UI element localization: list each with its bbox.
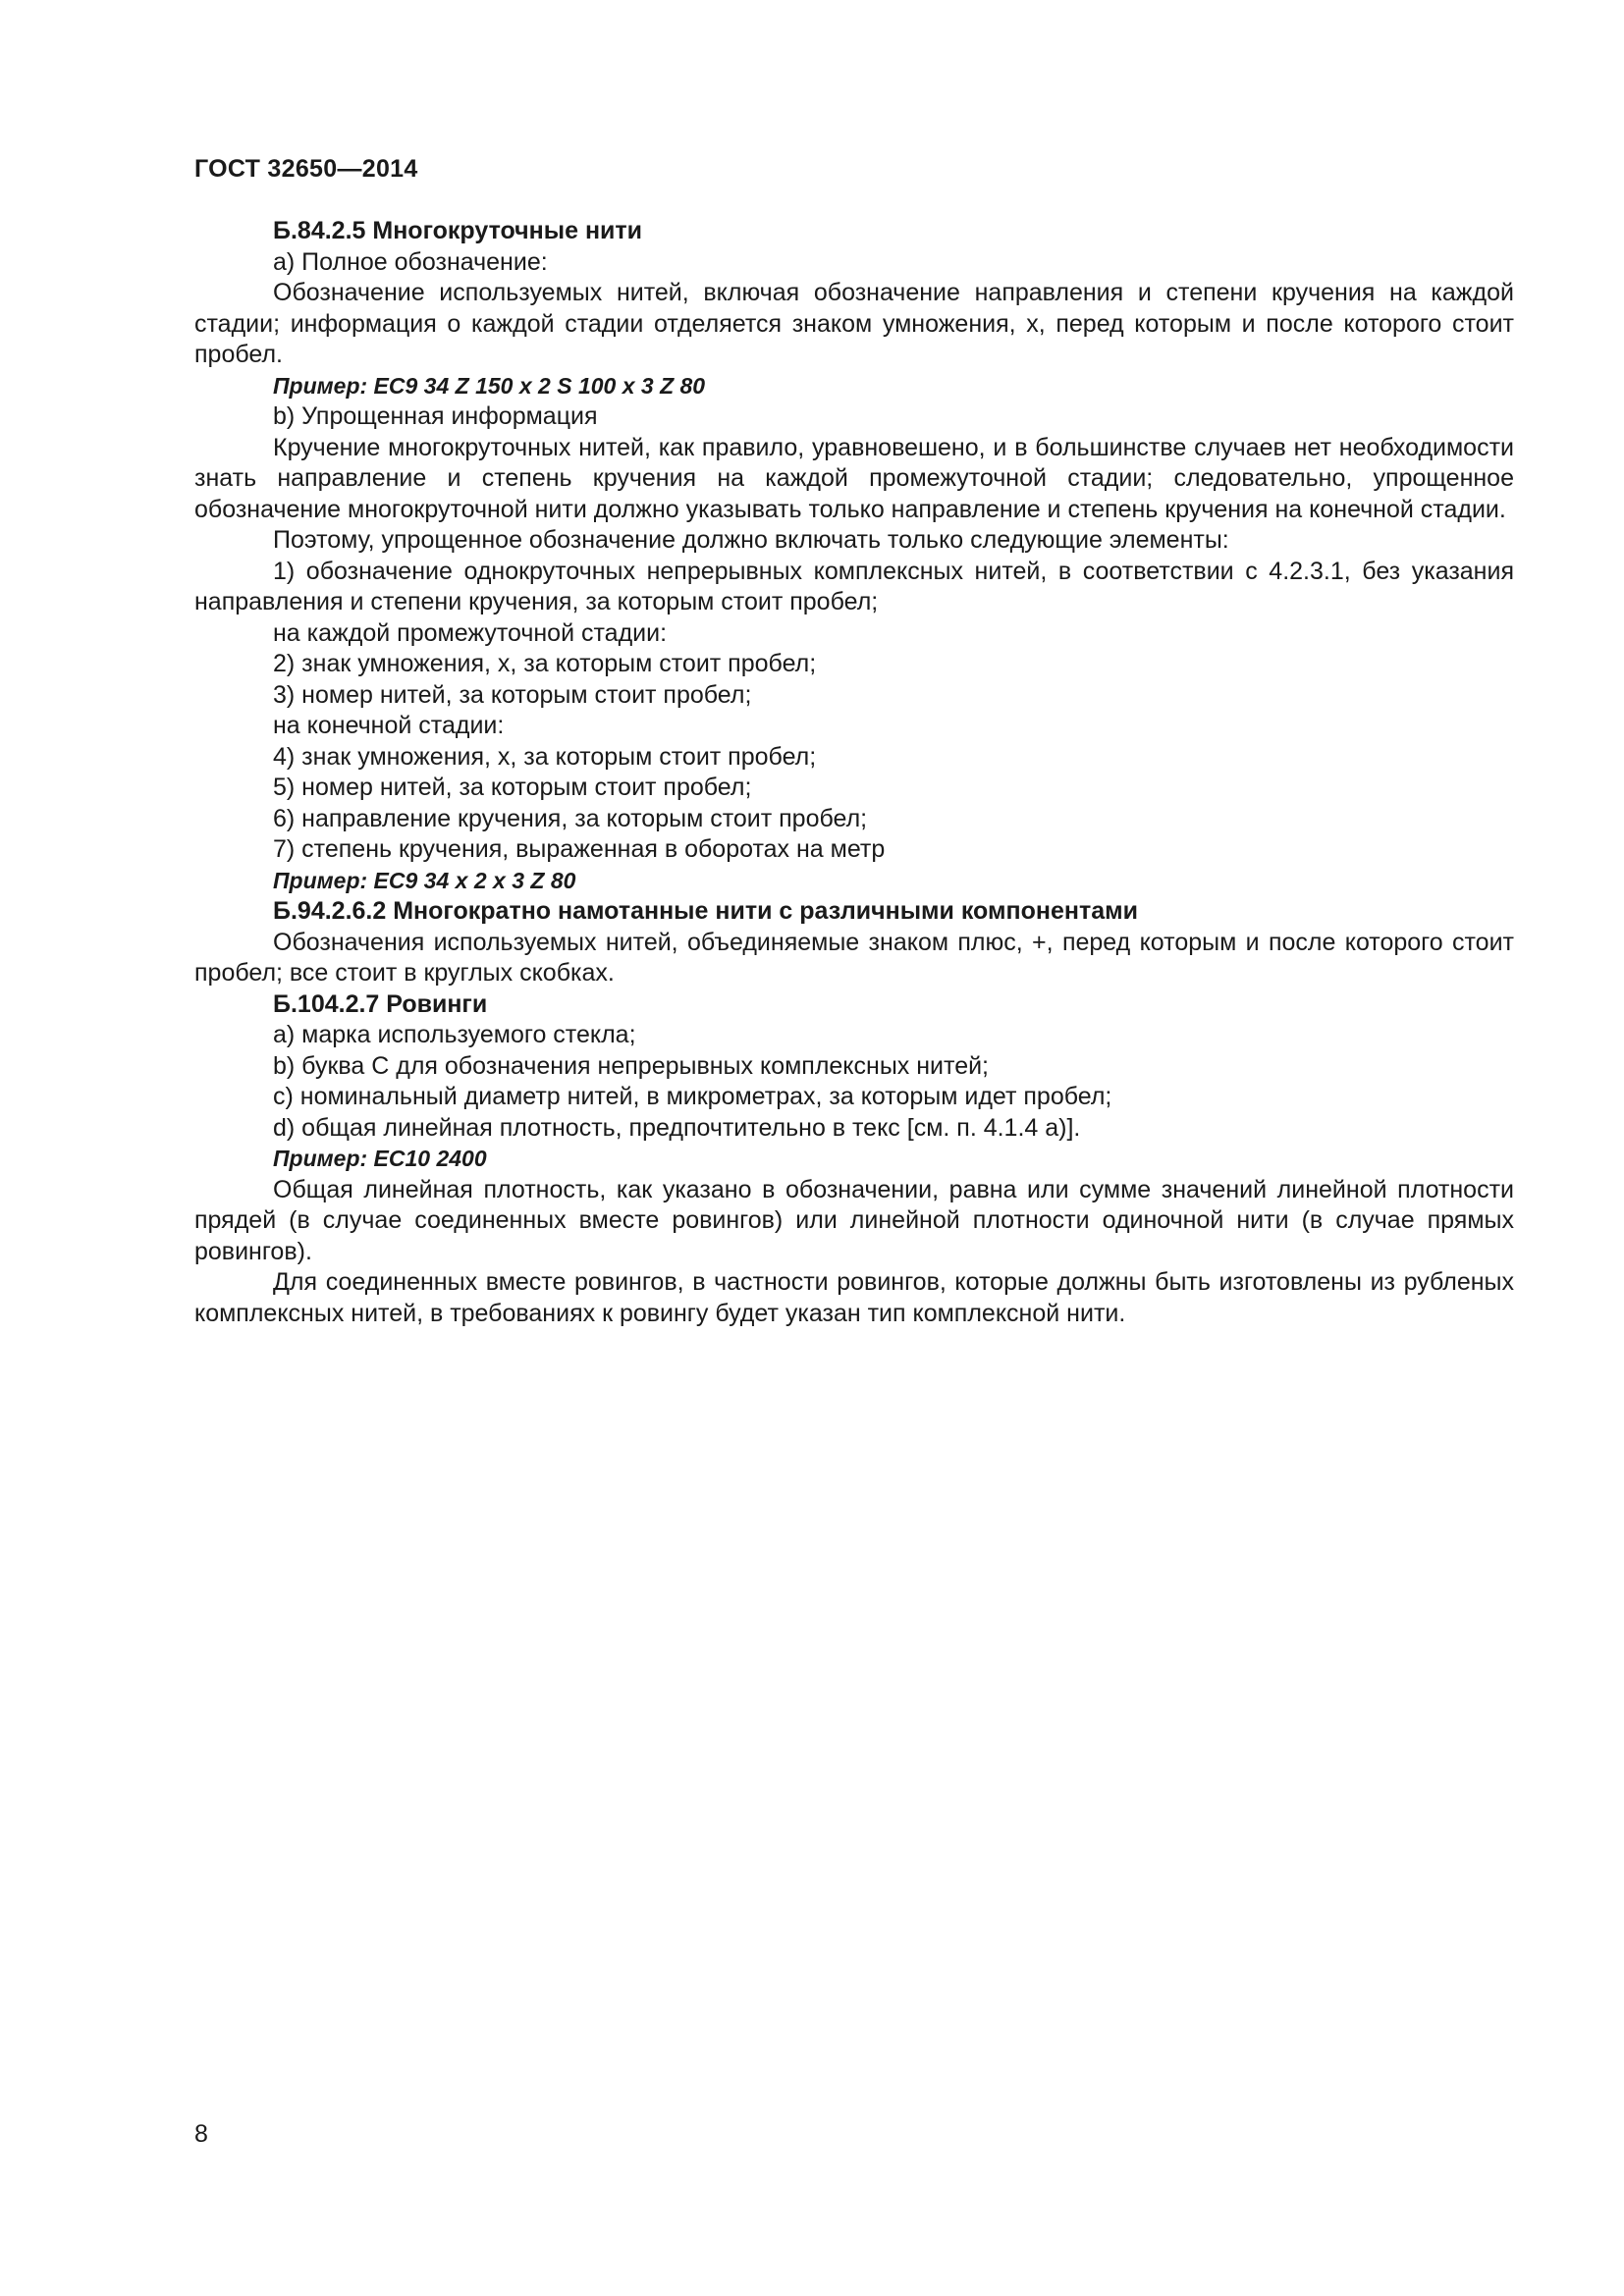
- list-item-7: 7) степень кручения, выраженная в оборотах на метр: [273, 835, 886, 863]
- list-item-4: 4) знак умножения, x, за которым стоит пробел;: [273, 742, 817, 771]
- list-item-1: 1) обозначение однокруточных непрерывных комплексных нитей, в соответствии с 4.2.3.1, без указания направления и степени кручения, за которым стоит пробел;: [194, 557, 1514, 615]
- example-simplified-designation: Пример: EC9 34 x 2 x 3 Z 80: [273, 867, 576, 893]
- list-item-3: 3) номер нитей, за которым стоит пробел;: [273, 680, 752, 709]
- section-heading-multi-twist: Б.84.2.5 Многокруточные нити: [273, 217, 643, 244]
- rovings-item-d: d) общая линейная плотность, предпочтительно в текс [см. п. 4.1.4 a)].: [273, 1113, 1081, 1142]
- document-body: [194, 216, 1514, 1329]
- paragraph-multi-wound: Обозначения используемых нитей, объединяемые знаком плюс, +, перед которым и после которого стоит пробел; все стоит в круглых скобках.: [194, 928, 1514, 987]
- paragraph-full-designation: Обозначение используемых нитей, включая обозначение направления и степени кручения на каждой стадии; информация о каждой стадии отделяется знаком умножения, x, перед которым и после которого стоит пробел.: [194, 279, 1514, 368]
- item-a-full-designation: a) Полное обозначение:: [273, 247, 548, 276]
- page-number: 8: [194, 2120, 208, 2148]
- label-intermediate-stage: на каждой промежуточной стадии:: [273, 618, 668, 647]
- section-heading-multi-wound: Б.94.2.6.2 Многократно намотанные нити с различными компонентами: [273, 897, 1138, 925]
- document-id-header: ГОСТ 32650—2014: [194, 155, 418, 183]
- item-b-simplified: b) Упрощенная информация: [273, 402, 598, 430]
- rovings-item-c: c) номинальный диаметр нитей, в микрометрах, за которым идет пробел;: [273, 1083, 1112, 1110]
- paragraph-combined-rovings: Для соединенных вместе ровингов, в частности ровингов, которые должны быть изготовлены из рубленых комплексных нитей, в требованиях к ровингу будет указан тип комплексной нити.: [194, 1268, 1514, 1327]
- example-full-designation: Пример: EC9 34 Z 150 x 2 S 100 x 3 Z 80: [273, 372, 706, 399]
- list-item-2: 2) знак умножения, x, за которым стоит пробел;: [273, 650, 817, 677]
- list-item-5: 5) номер нитей, за которым стоит пробел;: [273, 774, 752, 801]
- paragraph-linear-density: Общая линейная плотность, как указано в обозначении, равна или сумме значений линейной плотности прядей (в случае соединенных вместе ровингов) или линейной плотности одиночной нити (в случае прямых ровингов).: [194, 1175, 1514, 1265]
- paragraph-twist-balanced: Кручение многокруточных нитей, как правило, уравновешено, и в большинстве случаев нет необходимости знать направление и степень кручения на каждой промежуточной стадии; следовательно, упрощенное обозначение многокруточной нити должно указывать только направление и степень кручения на конечной стадии.: [194, 433, 1514, 523]
- label-final-stage: на конечной стадии:: [273, 712, 505, 739]
- example-rovings: Пример: EC10 2400: [273, 1146, 487, 1171]
- section-heading-rovings: Б.104.2.7 Ровинги: [273, 989, 488, 1018]
- rovings-item-b: b) буква C для обозначения непрерывных комплексных нитей;: [273, 1051, 990, 1080]
- paragraph-simplified-elements: Поэтому, упрощенное обозначение должно включать только следующие элементы:: [273, 526, 1229, 554]
- list-item-6: 6) направление кручения, за которым стоит пробел;: [273, 804, 868, 832]
- rovings-item-a: a) марка используемого стекла;: [273, 1021, 636, 1048]
